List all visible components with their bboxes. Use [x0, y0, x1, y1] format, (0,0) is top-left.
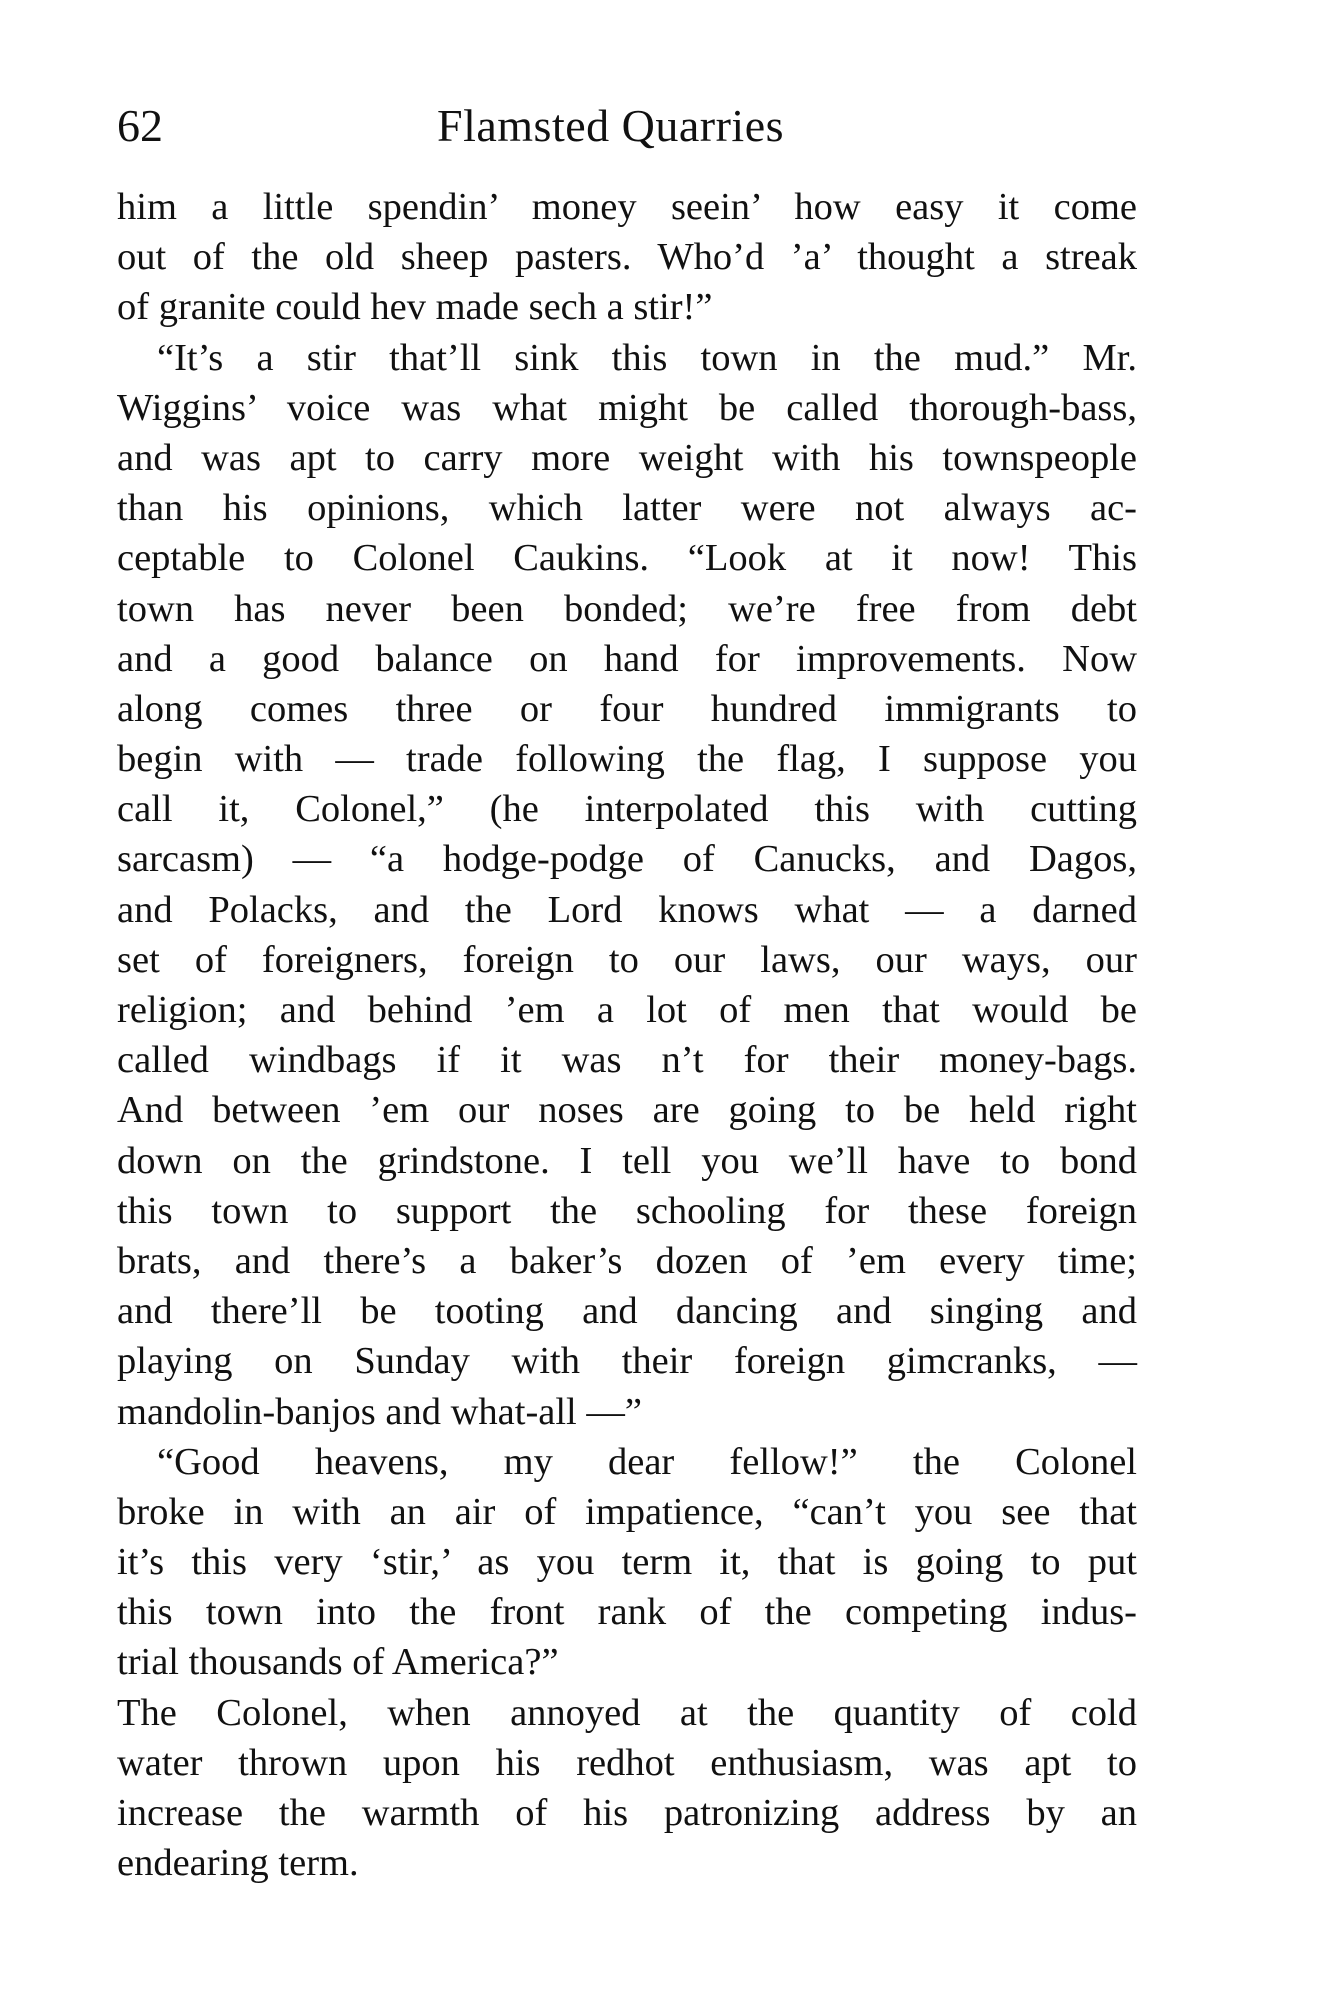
- text-line: it’s this very ‘stir,’ as you term it, that is going to put: [117, 1541, 1137, 1584]
- text-line: this town into the front rank of the competing indus-: [117, 1591, 1137, 1634]
- page-header: [117, 96, 1157, 156]
- text-line: than his opinions, which latter were not always ac-: [117, 487, 1137, 530]
- text-line: The Colonel, when annoyed at the quantity of cold: [117, 1691, 1137, 1734]
- text-line: sarcasm) — “a hodge-podge of Canucks, and Dagos,: [117, 838, 1137, 881]
- text-line: “It’s a stir that’ll sink this town in the mud.” Mr.: [157, 336, 1137, 379]
- text-line: trial thousands of America?”: [117, 1641, 559, 1684]
- text-line: and was apt to carry more weight with his townspeople: [117, 436, 1137, 479]
- text-line: broke in with an air of impatience, “can’t you see that: [117, 1490, 1137, 1533]
- text-line: and there’ll be tooting and dancing and singing and: [117, 1290, 1137, 1333]
- text-line: religion; and behind ’em a lot of men that would be: [117, 989, 1137, 1031]
- text-line: water thrown upon his redhot enthusiasm, was apt to: [117, 1741, 1137, 1784]
- running-title: Flamsted Quarries: [437, 100, 785, 151]
- text-line: And between ’em our noses are going to be held right: [117, 1089, 1137, 1132]
- body-text: [117, 182, 1137, 1888]
- text-line: mandolin-banjos and what-all —”: [117, 1390, 642, 1433]
- text-line: playing on Sunday with their foreign gimcranks, —: [117, 1340, 1137, 1383]
- text-line: ceptable to Colonel Caukins. “Look at it now! This: [117, 537, 1137, 580]
- text-line: call it, Colonel,” (he interpolated this with cutting: [117, 788, 1137, 831]
- text-line: this town to support the schooling for these foreign: [117, 1189, 1137, 1232]
- text-line: called windbags if it was n’t for their money-bags.: [117, 1039, 1137, 1082]
- text-line: of granite could hev made sech a stir!”: [117, 286, 713, 329]
- text-line: “Good heavens, my dear fellow!” the Colonel: [157, 1440, 1137, 1483]
- text-line: and a good balance on hand for improvements. Now: [117, 637, 1137, 680]
- text-line: and Polacks, and the Lord knows what — a darned: [117, 888, 1137, 931]
- text-line: down on the grindstone. I tell you we’ll have to bond: [117, 1139, 1137, 1182]
- page-number: 62: [117, 100, 163, 151]
- text-line: begin with — trade following the flag, I suppose you: [117, 738, 1137, 781]
- text-line: set of foreigners, foreign to our laws, our ways, our: [117, 938, 1137, 981]
- text-line: increase the warmth of his patronizing address by an: [117, 1792, 1137, 1834]
- text-line: him a little spendin’ money seein’ how easy it come: [117, 186, 1137, 228]
- text-line: endearing term.: [117, 1842, 359, 1885]
- text-line: Wiggins’ voice was what might be called thorough-bass,: [117, 386, 1137, 429]
- text-line: brats, and there’s a baker’s dozen of ’em every time;: [117, 1239, 1137, 1282]
- text-line: out of the old sheep pasters. Who’d ’a’ thought a streak: [117, 236, 1137, 279]
- text-line: town has never been bonded; we’re free from debt: [117, 587, 1137, 630]
- text-line: along comes three or four hundred immigrants to: [117, 687, 1137, 730]
